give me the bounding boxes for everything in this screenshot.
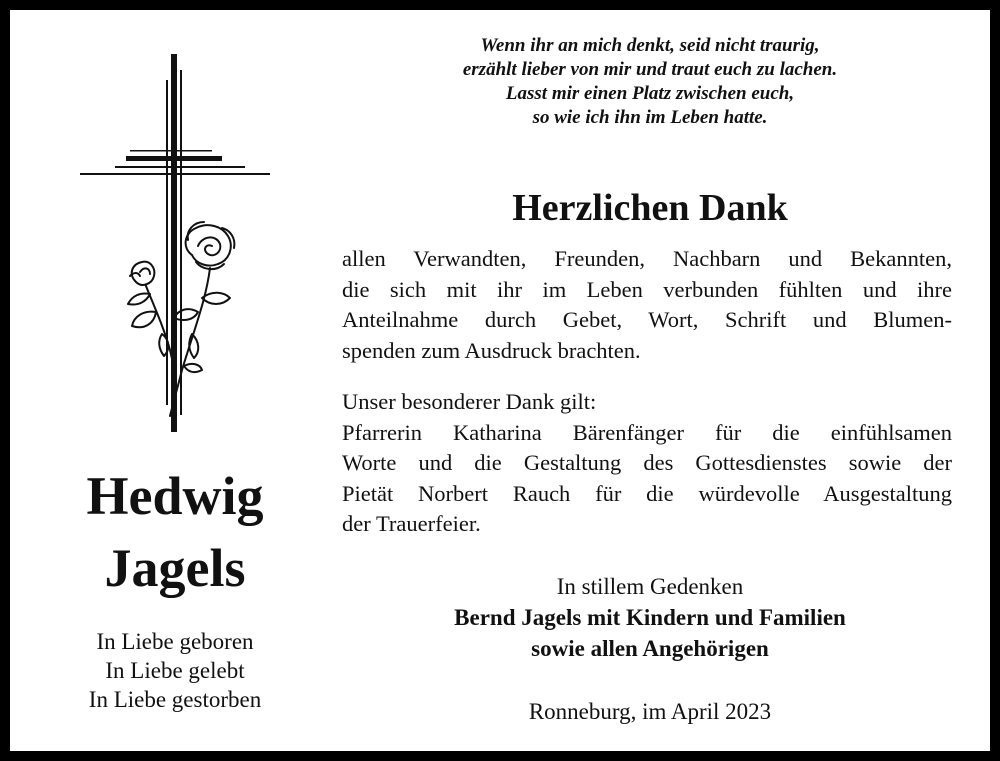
life-line: In Liebe gelebt [105,658,245,683]
life-line: In Liebe geboren [96,629,254,654]
poem-line: erzählt lieber von mir und traut euch zu lachen. [462,59,838,80]
place-date: Ronneburg, im April 2023 [528,699,772,724]
poem-line: so wie ich ihn im Leben hatte. [532,107,768,128]
deceased-last-name: Jagels [104,538,246,598]
paragraph-line: Pietät Norbert Rauch für die würdevolle Ausgestaltung [342,480,952,506]
paragraph-line: Anteilnahme durch Gebet, Wort, Schrift und Blumen- [342,307,952,332]
life-lines [10,627,340,714]
paragraph-line: der Trauerfeier. [342,511,481,536]
thanks-paragraph [342,244,952,366]
heading: Herzlichen Dank [512,187,788,229]
poem-line: Wenn ihr an mich denkt, seid nicht traurig, [480,35,820,56]
poem-line: Lasst mir einen Platz zwischen euch, [505,83,795,104]
deceased-first-name: Hedwig [86,466,264,526]
paragraph-line: die sich mit ihr im Leben verbunden fühlten und ihre [342,276,952,302]
paragraph-line: spenden zum Ausdruck brachten. [342,337,641,363]
obituary-card [10,10,990,751]
life-line: In Liebe gestorben [88,687,262,712]
paragraph-line: Pfarrerin Katharina Bärenfänger für die einfühlsamen [342,419,952,445]
poem [355,34,945,130]
left-column [10,10,340,751]
paragraph-line: Worte und die Gestaltung des Gottesdienstes sowie der [342,450,952,475]
closing-intro: In stillem Gedenken [556,574,744,599]
signers-line: Bernd Jagels mit Kindern und Familien [454,605,846,630]
signers-line: sowie allen Angehörigen [531,636,769,661]
paragraph-line: allen Verwandten, Freunden, Nachbarn und Bekannten, [342,246,952,271]
special-thanks-paragraph [342,387,952,540]
closing [355,571,945,664]
cross-icon [70,50,280,445]
paragraph-line: Unser besonderer Dank gilt: [342,389,597,414]
